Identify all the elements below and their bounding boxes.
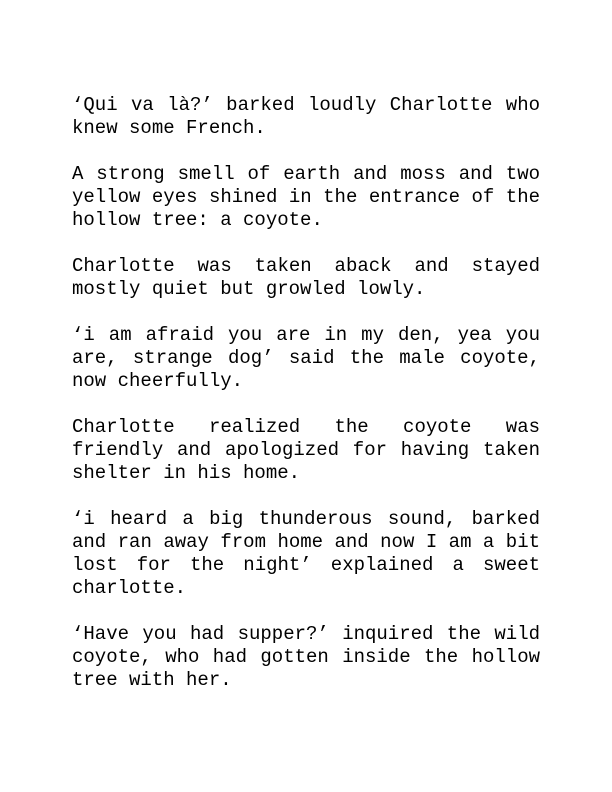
paragraph-5: Charlotte realized the coyote was friendly and apologized for having taken shelter in his home.	[72, 416, 540, 484]
paragraph-4: ‘i am afraid you are in my den, yea you are, strange dog’ said the male coyote, now cheerfully.	[72, 324, 540, 392]
paragraph-3: Charlotte was taken aback and stayed mostly quiet but growled lowly.	[72, 255, 540, 300]
paragraph-1: ‘Qui va là?’ barked loudly Charlotte who knew some French.	[72, 94, 540, 139]
paragraph-2: A strong smell of earth and moss and two yellow eyes shined in the entrance of the hollow tree: a coyote.	[72, 163, 540, 231]
document-page	[72, 94, 540, 715]
paragraph-6: ‘i heard a big thunderous sound, barked and ran away from home and now I am a bit lost for the night’ explained a sweet charlotte.	[72, 508, 540, 599]
paragraph-7: ‘Have you had supper?’ inquired the wild coyote, who had gotten inside the hollow tree with her.	[72, 623, 540, 691]
